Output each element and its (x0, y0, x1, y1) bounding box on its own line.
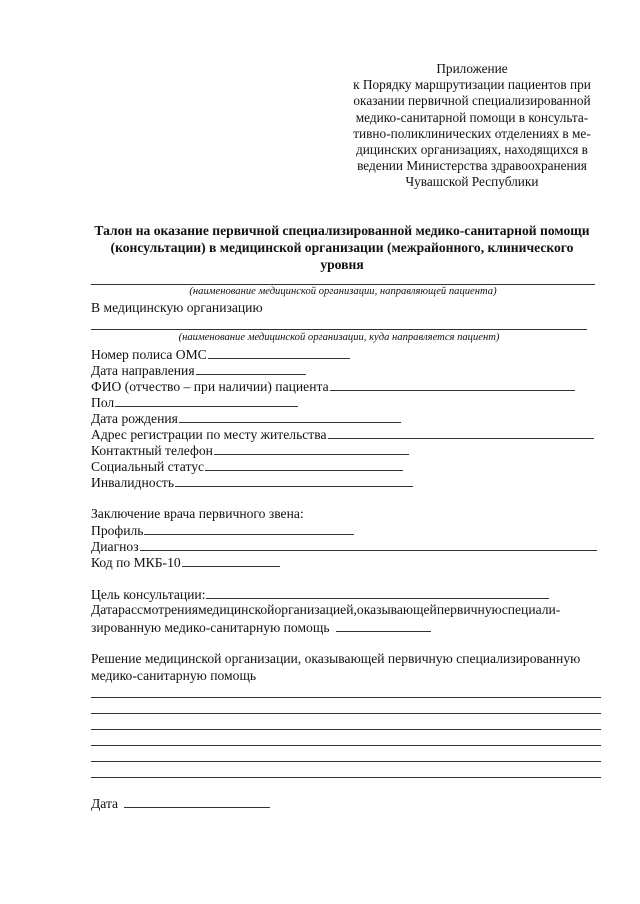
appendix-line: медико-санитарной помощи в консульта- (355, 109, 589, 125)
phone-label: Контактный телефон (91, 443, 213, 458)
sex-field (91, 394, 298, 411)
word: специали- (501, 602, 561, 617)
diagnosis-field (91, 538, 597, 555)
review-date-paragraph (91, 602, 601, 636)
patient-name-label: ФИО (отчество – при наличии) пациента (91, 379, 329, 394)
birth-date-label: Дата рождения (91, 411, 178, 426)
appendix-line: тивно-поликлинических отделениях в ме- (353, 125, 591, 141)
date-input-line[interactable] (124, 795, 270, 808)
appendix-line: к Порядку маршрутизации пациентов при (353, 77, 591, 93)
phone-input-line[interactable] (214, 442, 409, 455)
word: Дата (91, 602, 119, 617)
decision-line[interactable] (91, 697, 601, 698)
date-label: Дата (91, 796, 119, 811)
to-org-label (91, 300, 263, 316)
purpose-label: Цель консультации: (91, 587, 206, 602)
oms-label: Номер полиса ОМС (91, 347, 207, 362)
phone-field (91, 442, 409, 459)
icd-code-input-line[interactable] (182, 554, 280, 567)
patient-name-field (91, 378, 575, 395)
diagnosis-label: Диагноз (91, 539, 139, 554)
word: рассмотрения (118, 602, 198, 617)
sex-input-line[interactable] (115, 394, 298, 407)
purpose-field (91, 586, 549, 603)
oms-field (91, 346, 350, 363)
decision-line[interactable] (91, 713, 601, 714)
review-date-line2: зированную медико-санитарную помощь (91, 619, 330, 635)
icd-code-field (91, 554, 280, 571)
decision-line[interactable] (91, 745, 601, 746)
address-label: Адрес регистрации по месту жительства (91, 427, 327, 442)
appendix-line: Чувашской Республики (405, 174, 539, 190)
birth-date-input-line[interactable] (179, 410, 401, 423)
title-line: (консультации) в медицинской организации (межрайонного, клинического (110, 240, 574, 255)
word: организацией, (274, 602, 357, 617)
address-field (91, 426, 594, 443)
profile-label: Профиль (91, 523, 144, 538)
oms-input-line[interactable] (208, 346, 350, 359)
icd-code-label: Код по МКБ-10 (91, 555, 181, 570)
social-status-input-line[interactable] (205, 458, 403, 471)
conclusion-heading (91, 506, 304, 522)
appendix-line: дицинских организациях, находящихся в (356, 142, 588, 158)
word: оказывающей (356, 602, 437, 617)
title-line: уровня (320, 257, 364, 272)
appendix-header (334, 61, 610, 191)
target-org-line[interactable] (91, 329, 587, 330)
referral-date-field (91, 362, 306, 379)
disability-input-line[interactable] (175, 474, 413, 487)
decision-line[interactable] (91, 761, 601, 762)
title-line: Талон на оказание первичной специализированной медико-санитарной помощи (94, 223, 590, 238)
decision-line[interactable] (91, 777, 601, 778)
referral-date-input-line[interactable] (196, 362, 306, 375)
word: медицинской (197, 602, 275, 617)
decision-line1: Решение медицинской организации, оказывающей первичную специализированную (91, 651, 581, 666)
word: первичную (436, 602, 502, 617)
patient-name-input-line[interactable] (330, 378, 575, 391)
to-org-text: В медицинскую организацию (91, 300, 263, 315)
profile-input-line[interactable] (144, 522, 354, 535)
referring-org-line[interactable] (91, 284, 595, 285)
disability-label: Инвалидность (91, 475, 175, 490)
review-date-line1 (91, 602, 601, 619)
profile-field (91, 522, 354, 539)
sex-label: Пол (91, 395, 115, 410)
purpose-input-line[interactable] (206, 586, 549, 599)
diagnosis-input-line[interactable] (140, 538, 597, 551)
disability-field (91, 474, 413, 491)
referral-date-label: Дата направления (91, 363, 195, 378)
form-title (82, 222, 602, 273)
review-date-input-line[interactable] (336, 619, 431, 632)
decision-paragraph (91, 651, 601, 684)
referring-org-caption: (наименование медицинской организации, направляющей пациента) (189, 286, 497, 297)
address-input-line[interactable] (328, 426, 594, 439)
birth-date-field (91, 410, 401, 427)
social-status-label: Социальный статус (91, 459, 205, 474)
social-status-field (91, 458, 403, 475)
appendix-line: Приложение (436, 61, 508, 76)
decision-line[interactable] (91, 729, 601, 730)
date-field (91, 795, 270, 812)
conclusion-heading-text: Заключение врача первичного звена: (91, 506, 304, 521)
review-date-line2-wrap (91, 619, 601, 637)
target-org-caption: (наименование медицинской организации, куда направляется пациент) (178, 332, 500, 343)
appendix-line: ведении Министерства здравоохранения (357, 158, 587, 174)
decision-line2: медико-санитарную помощь (91, 667, 257, 683)
appendix-line: оказании первичной специализированной (353, 93, 591, 109)
